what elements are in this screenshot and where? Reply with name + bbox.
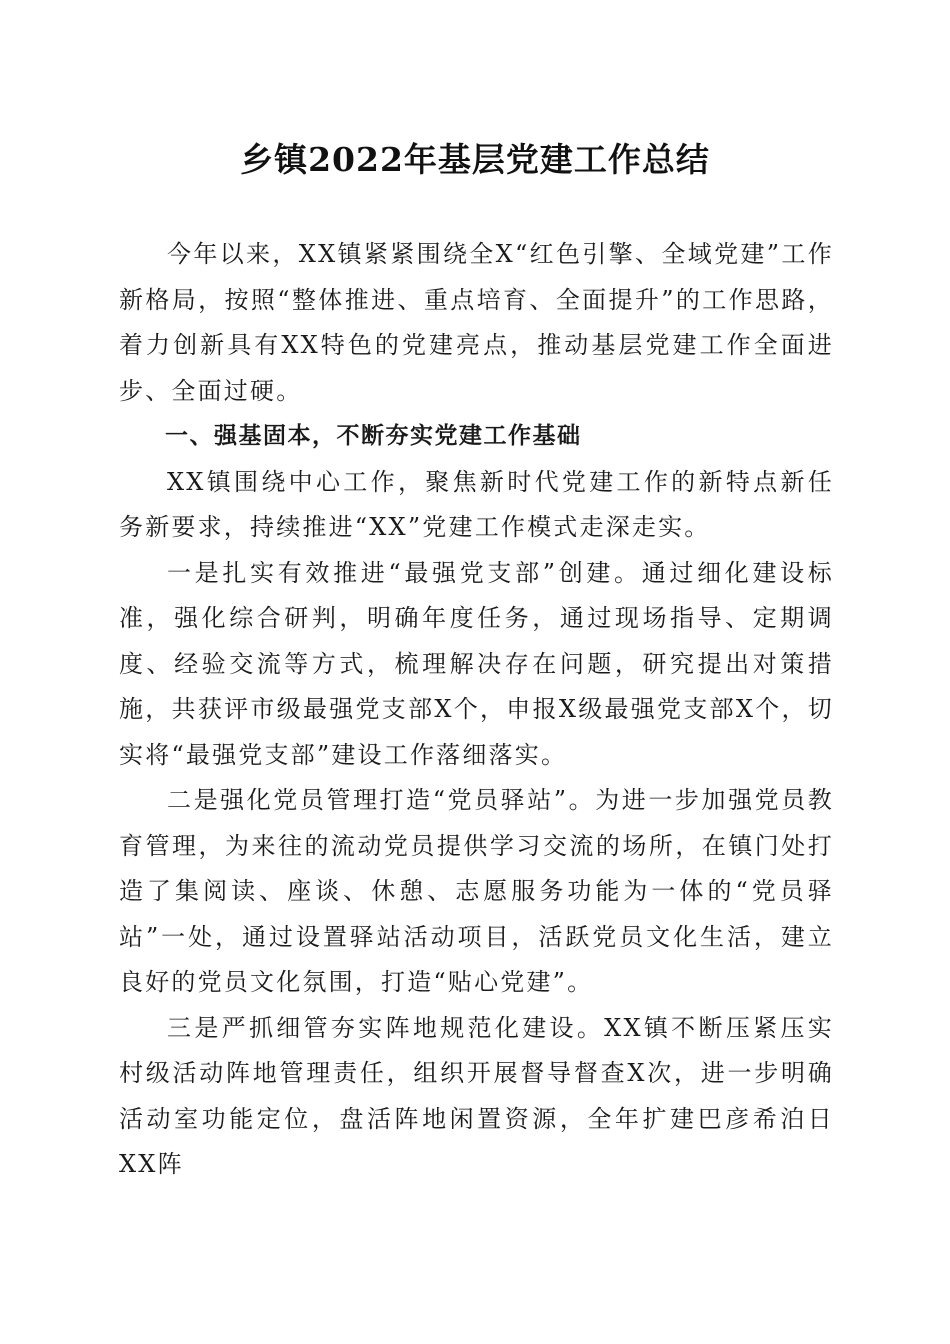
item-lead-1: 一是扎实有效推进“最强党支部”创建。 [167, 558, 642, 587]
document-body [119, 232, 834, 1188]
item-lead-3: 三是严抓细管夯实阵地规范化建设。 [167, 1013, 605, 1042]
item-lead-2: 二是强化党员管理打造“党员驿站”。 [167, 786, 596, 814]
section-heading: 一、强基固本，不断夯实党建工作基础 [165, 423, 582, 449]
item-text-2: 为进一步加强党员教育管理，为来往的流动党员提供学习交流的场所，在镇门处打造了集阅读、座谈、休憩、志愿服务功能为一体的“党员驿站”一处，通过设置驿站活动项目，活跃党员文化生活，建立良好的党员文化氛围，打造“贴心党建”。 [119, 786, 834, 996]
item-text-3: XX镇不断压紧压实村级活动阵地管理责任，组织开展督导督查X次，进一步明确活动室功能定位，盘活阵地闲置资源，全年扩建巴彦希泊日XX阵 [119, 1013, 834, 1178]
item-paragraph-3 [119, 1006, 834, 1188]
intro-paragraph: 今年以来，XX镇紧紧围绕全X“红色引擎、全域党建”工作新格局，按照“整体推进、重点培育、全面提升”的工作思路，着力创新具有XX特色的党建亮点，推动基层党建工作全面进步、全面过硬。 [119, 240, 834, 405]
item-paragraph-2 [119, 778, 834, 1006]
item-paragraph-1 [119, 551, 834, 779]
document-title: 乡镇2022年基层党建工作总结 [240, 140, 710, 179]
section-intro-paragraph: XX镇围绕中心工作，聚焦新时代党建工作的新特点新任务新要求，持续推进“XX”党建工作模式走深走实。 [119, 467, 834, 541]
item-text-1: 通过细化建设标准，强化综合研判，明确年度任务，通过现场指导、定期调度、经验交流等方式，梳理解决存在问题，研究提出对策措施，共获评市级最强党支部X个，申报X级最强党支部X个，切实将“最强党支部”建设工作落细落实。 [119, 558, 834, 769]
